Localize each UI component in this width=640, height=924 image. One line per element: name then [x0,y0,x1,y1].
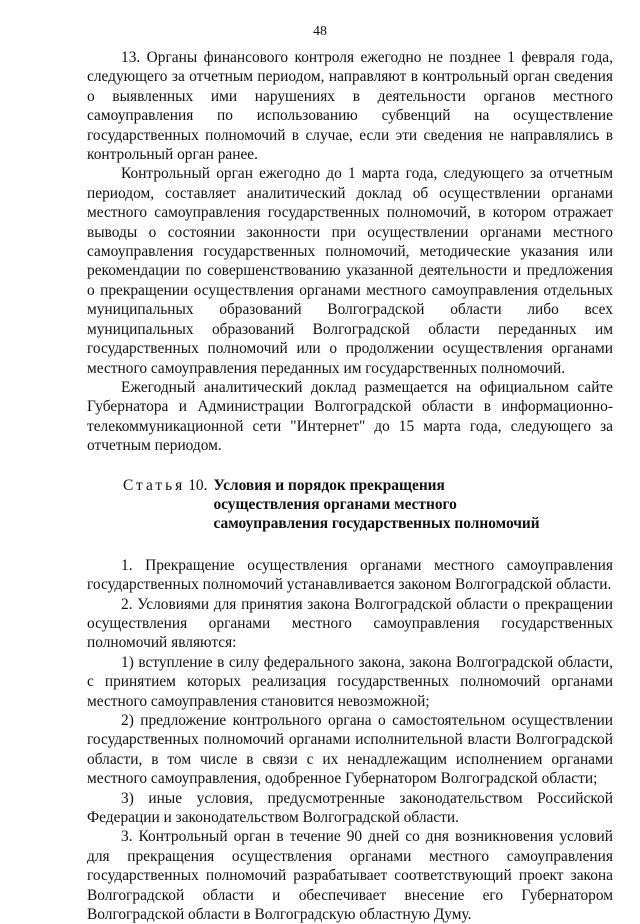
document-body [87,48,613,924]
paragraph: 3. Контрольный орган в течение 90 дней со дня возникновения условий для прекращения осуществления органами местного самоуправления государственных полномочий разрабатывает соответствующий проект закона Волгоградской области и обеспечивает внесение его Губернатором Волгоградской области в Волгоградскую областную Думу. [87,828,613,924]
paragraph: 2. Условиями для принятия закона Волгоградской области о прекращении осуществления органами местного самоуправления государственных полномочий являются: [87,595,613,652]
article-title: Условия и порядок прекращения осуществления органами местного самоуправления государственных полномочий [213,476,540,533]
paragraph: Контрольный орган ежегодно до 1 марта года, следующего за отчетным периодом, составляет аналитический доклад об осуществлении органами местного самоуправления государственных полномочий, в котором отражает выводы о состоянии законности при осуществлении органами местного самоуправления государственных полномочий, методические указания или рекомендации по совершенствованию указанной деятельности и предложения о прекращении осуществления органами местного самоуправления отдельных муниципальных образований Волгоградской области либо всех муниципальных образований Волгоградской области переданных им государственных полномочий или о продолжении осуществления органами местного самоуправления переданных им государственных полномочий. [87,165,613,377]
article-heading [87,476,613,534]
paragraph: 1. Прекращение осуществления органами местного самоуправления государственных полномочий устанавливается законом Волгоградской области. [87,556,613,594]
page-number: 48 [313,24,327,39]
list-item: 1) вступление в силу федерального закона, закона Волгоградской области, с принятием которых реализация государственных полномочий органами местного самоуправления становится невозможной; [87,653,613,710]
list-item: 2) предложение контрольного органа о самостоятельном осуществлении государственных полномочий органами исполнительной власти Волгоградской области, в том числе в связи с их ненадлежащим исполнением органами местного самоуправления, одобренное Губернатором Волгоградской области; [87,712,613,788]
article-number: 10. [188,476,208,494]
list-item: 3) иные условия, предусмотренные законодательством Российской Федерации и законодательством Волгоградской области. [87,789,613,827]
paragraph: 13. Органы финансового контроля ежегодно не позднее 1 февраля года, следующего за отчетным периодом, направляют в контрольный орган сведения о выявленных ими нарушениях в деятельности органов местного самоуправления по использованию субвенций на осуществление государственных полномочий в случае, если эти сведения не направлялись в контрольный орган ранее. [87,49,613,164]
article-label: Статья 10. [123,476,208,494]
paragraph: Ежегодный аналитический доклад размещается на официальном сайте Губернатора и Администрации Волгоградской области в информационно-телекоммуникационной сети "Интернет" до 15 марта года, следующего за отчетным периодом. [87,378,613,455]
